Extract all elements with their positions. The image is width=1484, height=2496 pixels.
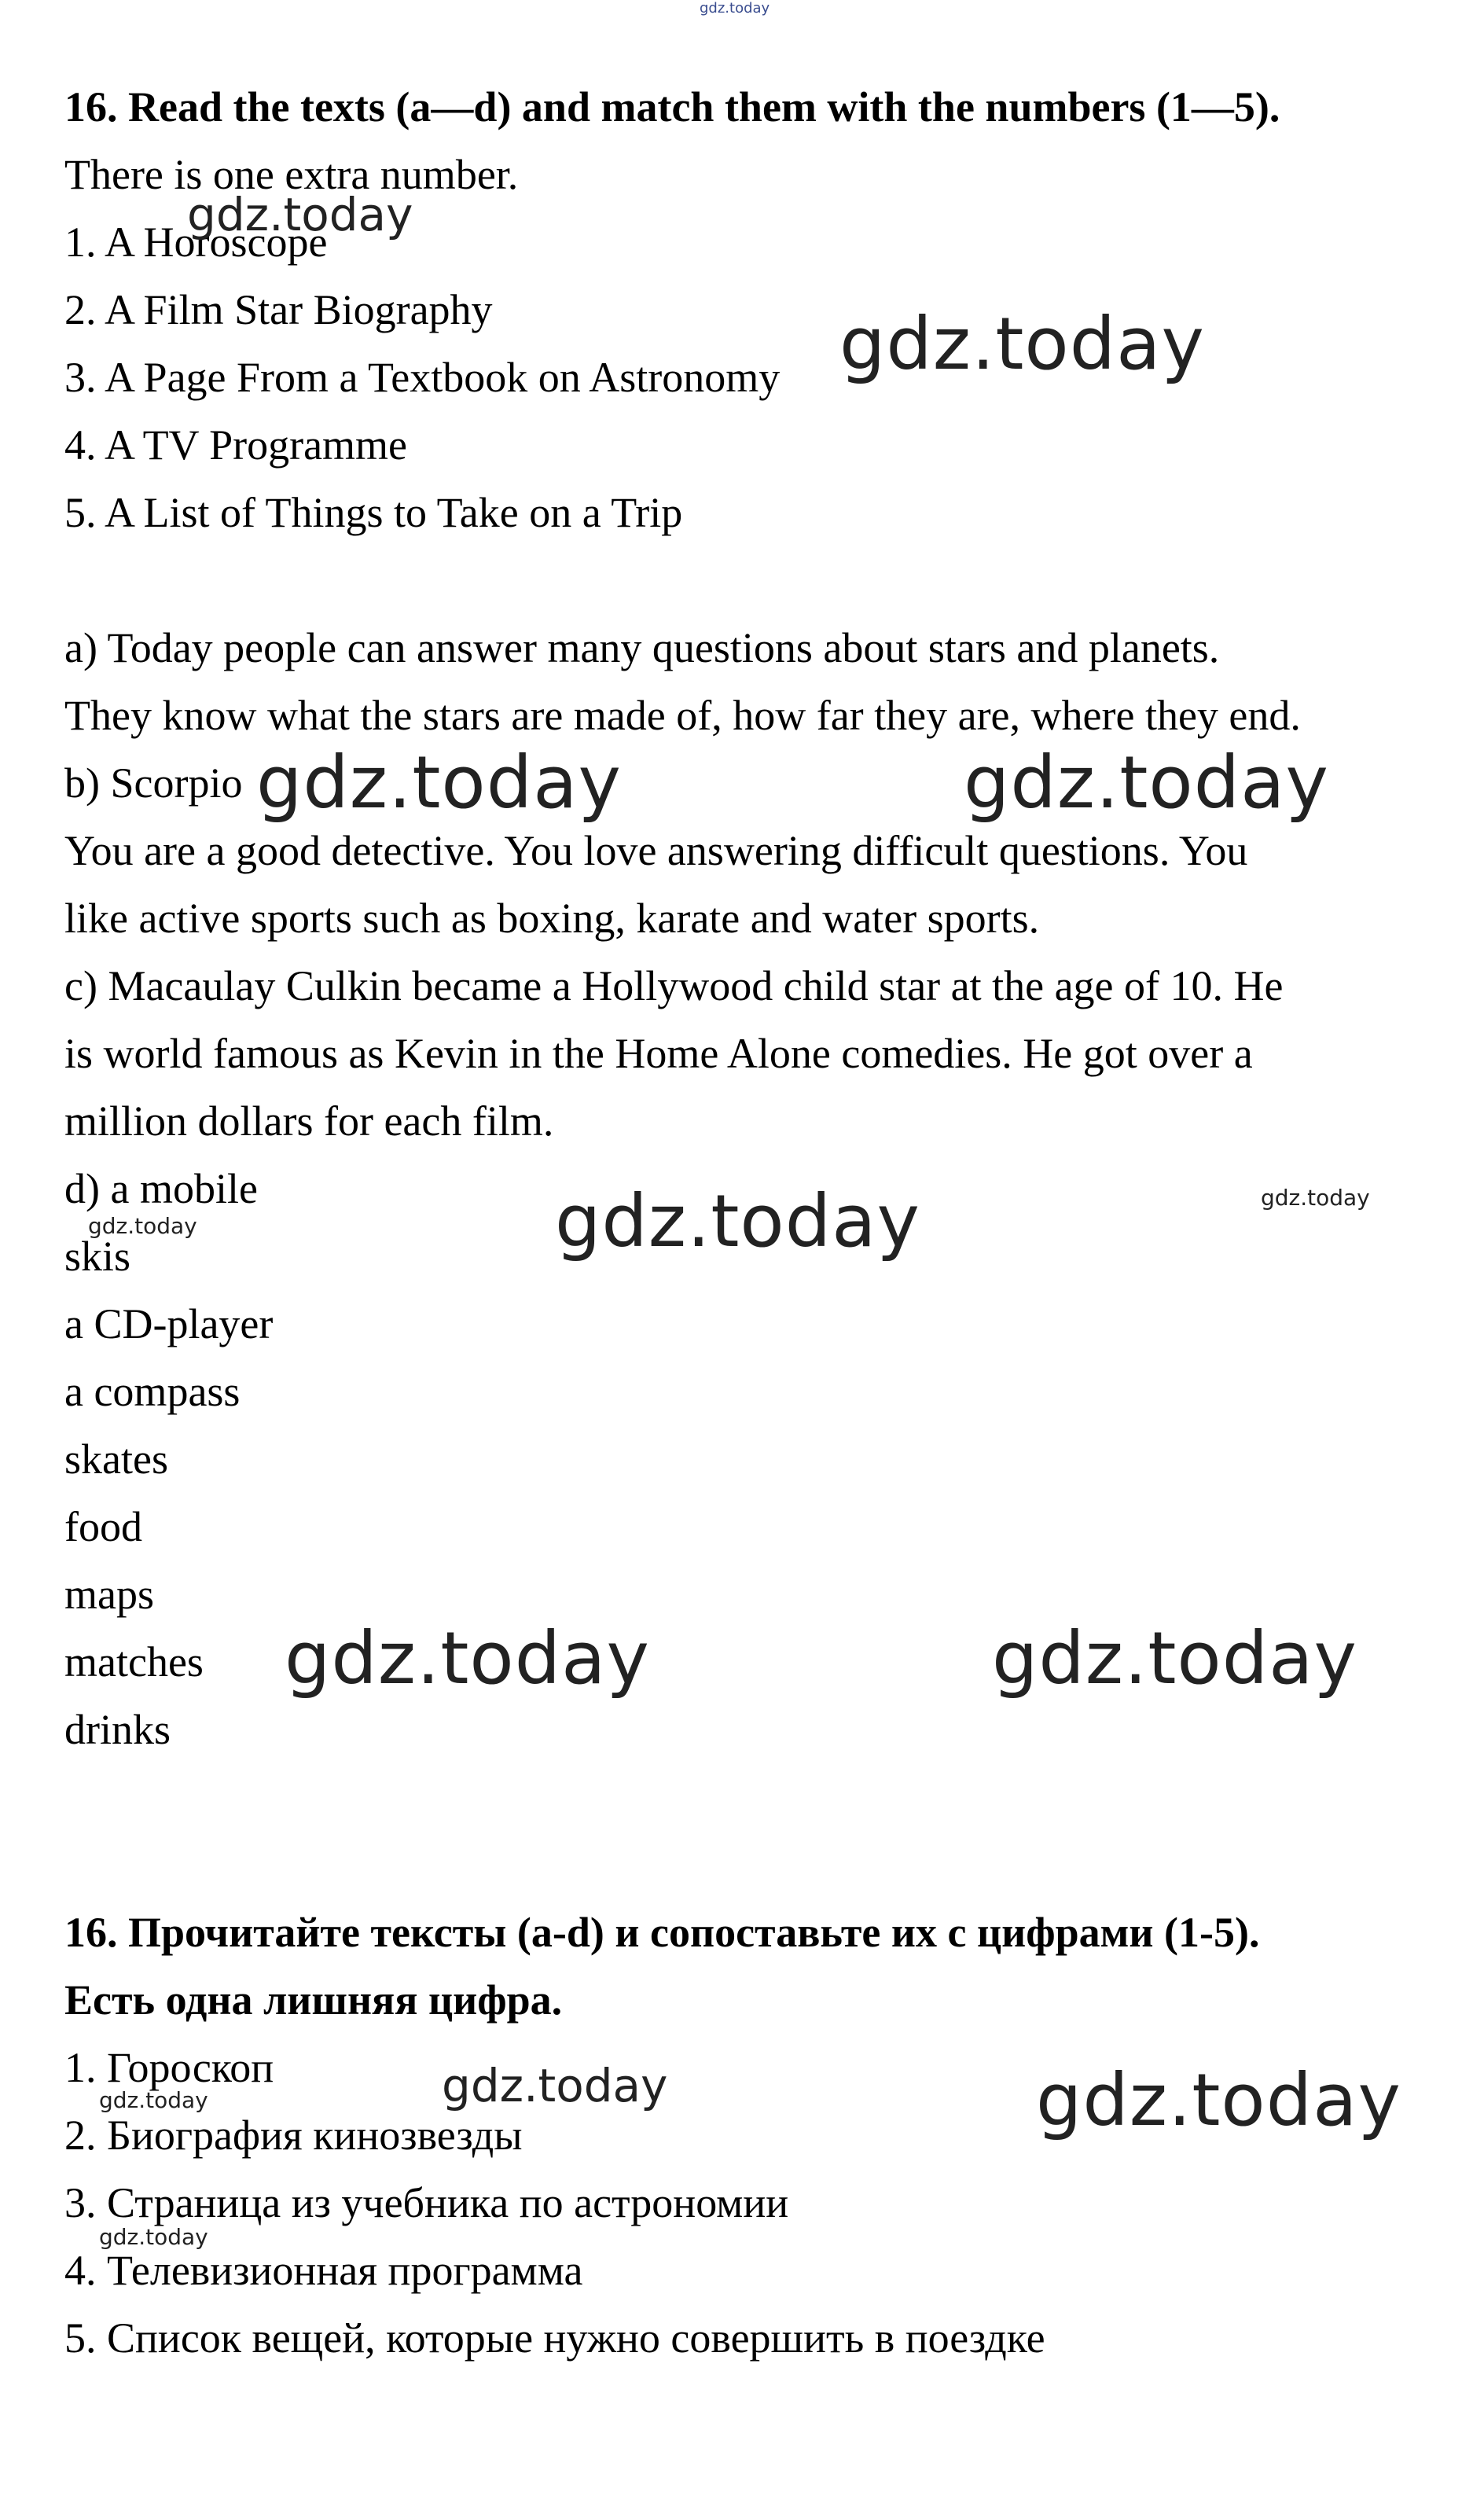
number-item-5-en: 5. A List of Things to Take on a Trip: [64, 489, 683, 536]
watermark-top: gdz.today: [700, 0, 770, 17]
exercise-title-en: 16. Read the texts (a—d) and match them with the numbers (1—5).: [64, 83, 1280, 130]
watermark-scorpio-left: gdz.today: [256, 741, 622, 825]
watermark-horoscope: gdz.today: [187, 188, 413, 241]
watermark-ru-right: gdz.today: [1036, 2058, 1401, 2142]
watermark-ru-small-2: gdz.today: [99, 2224, 208, 2250]
text-b-line-2: like active sports such as boxing, karate and water sports.: [64, 895, 1040, 942]
number-item-2-en: 2. A Film Star Biography: [64, 286, 493, 333]
list-item-maps: maps: [64, 1571, 154, 1618]
watermark-mobile-center: gdz.today: [555, 1179, 920, 1263]
watermark-astronomy: gdz.today: [839, 302, 1205, 386]
exercise-subtitle-en: There is one extra number.: [64, 151, 519, 198]
text-d-heading: d) a mobile: [64, 1165, 258, 1212]
list-item-food: food: [64, 1503, 142, 1550]
watermark-ru-center: gdz.today: [442, 2059, 668, 2112]
text-a-line-1: a) Today people can answer many questions about stars and planets.: [64, 624, 1220, 671]
number-item-1-ru: 1. Гороскоп: [64, 2044, 274, 2091]
watermark-ru-small-1: gdz.today: [99, 2087, 208, 2113]
list-item-matches: matches: [64, 1638, 204, 1685]
watermark-matches-left: gdz.today: [285, 1616, 650, 1700]
text-b-line-1: You are a good detective. You love answering difficult questions. You: [64, 827, 1248, 874]
list-item-cd-player: a CD-player: [64, 1300, 274, 1347]
number-item-4-en: 4. A TV Programme: [64, 421, 408, 469]
number-item-3-en: 3. A Page From a Textbook on Astronomy: [64, 354, 781, 401]
watermark-skis: gdz.today: [88, 1213, 197, 1239]
list-item-drinks: drinks: [64, 1706, 171, 1753]
text-b-heading: b) Scorpio: [64, 759, 243, 807]
list-item-compass: a compass: [64, 1368, 241, 1415]
text-c-line-3: million dollars for each film.: [64, 1097, 554, 1145]
watermark-scorpio-right: gdz.today: [964, 741, 1329, 825]
number-item-5-ru: 5. Список вещей, которые нужно совершить в поездке: [64, 2314, 1045, 2362]
number-item-1-en: 1. A Horoscope: [64, 219, 328, 266]
number-item-2-ru: 2. Биография кинозвезды: [64, 2112, 523, 2159]
text-a-line-2: They know what the stars are made of, how far they are, where they end.: [64, 692, 1301, 739]
exercise-subtitle-ru: Есть одна лишняя цифра.: [64, 1976, 563, 2024]
watermark-mobile-right: gdz.today: [1261, 1185, 1370, 1211]
text-c-line-2: is world famous as Kevin in the Home Alone comedies. He got over a: [64, 1030, 1253, 1077]
text-c-line-1: c) Macaulay Culkin became a Hollywood child star at the age of 10. He: [64, 962, 1284, 1009]
number-item-3-ru: 3. Страница из учебника по астрономии: [64, 2179, 789, 2226]
list-item-skates: skates: [64, 1435, 168, 1483]
watermark-matches-right: gdz.today: [992, 1616, 1357, 1700]
list-item-skis: skis: [64, 1233, 131, 1280]
exercise-title-ru: 16. Прочитайте тексты (a-d) и сопоставьте их с цифрами (1-5).: [64, 1909, 1260, 1956]
number-item-4-ru: 4. Телевизионная программа: [64, 2247, 583, 2294]
